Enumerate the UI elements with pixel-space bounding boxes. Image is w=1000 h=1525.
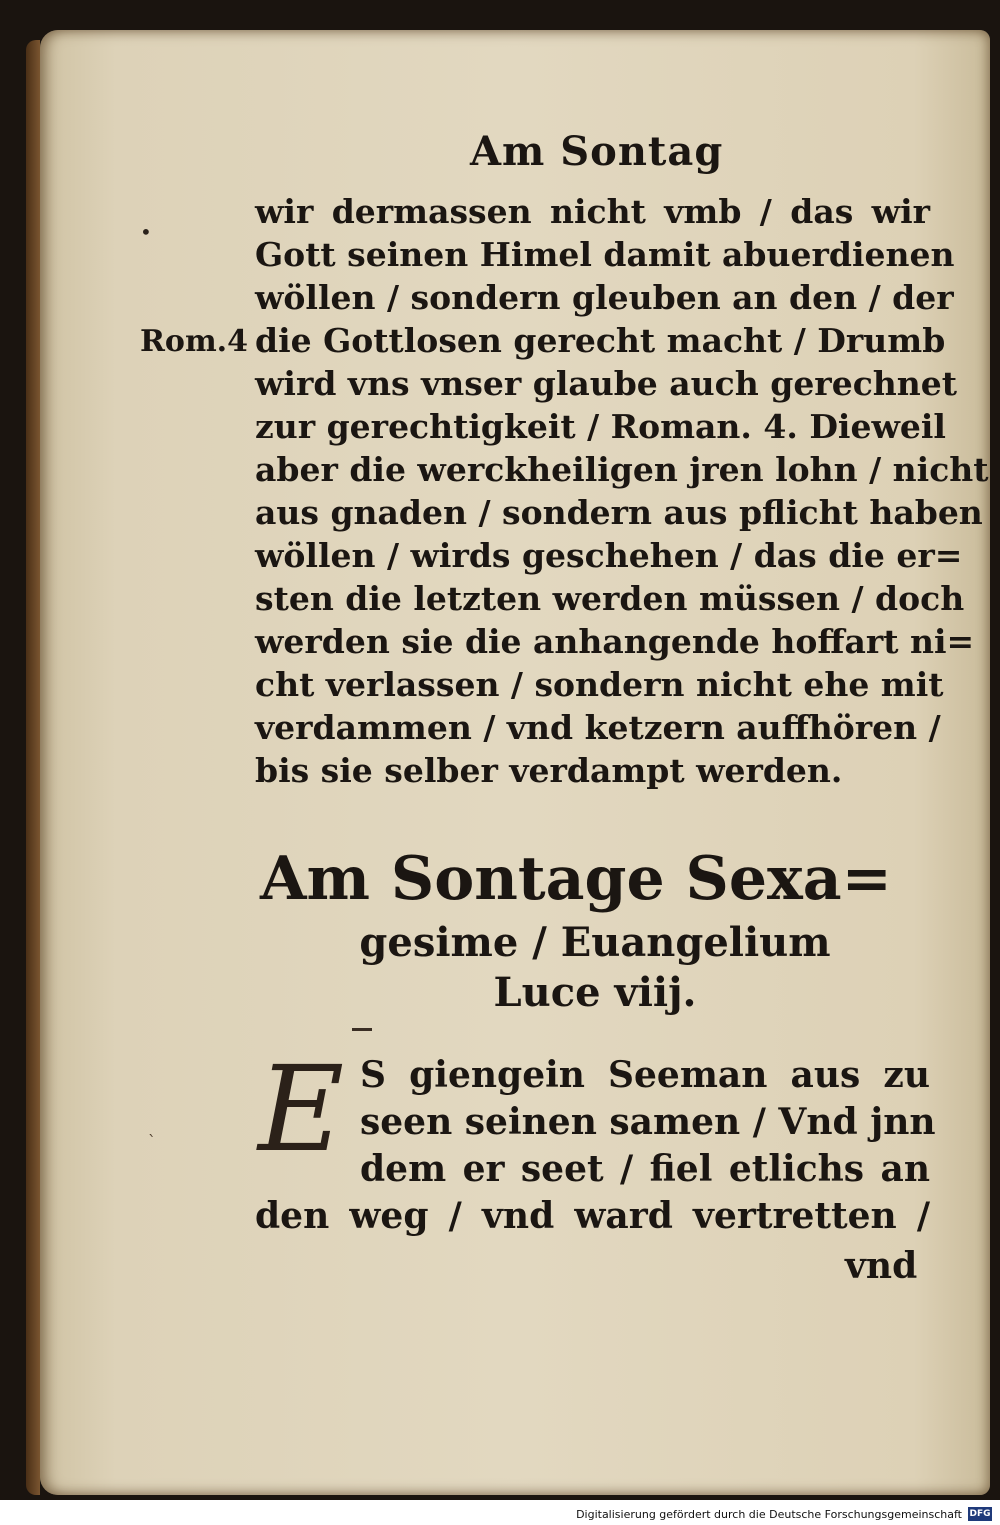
- margin-mark: •: [140, 220, 152, 244]
- heading-line: gesime / Euangelium: [359, 919, 831, 966]
- book-spine-edge: [26, 40, 40, 1495]
- gospel-line: S giengein Seeman aus zu: [360, 1054, 930, 1096]
- body-line: aus gnaden / sondern aus pflicht haben: [255, 493, 983, 532]
- running-head: Am Sontag: [470, 128, 724, 175]
- body-line: sten die letzten werden müssen / doch: [255, 579, 965, 618]
- body-line: die Gottlosen gerecht macht / Drumb: [255, 321, 946, 360]
- section-heading: [255, 840, 935, 1018]
- ornament-dash: [352, 1028, 372, 1031]
- gospel-line: seen seinen samen / Vnd jnn: [360, 1101, 936, 1143]
- digitization-credit: Digitalisierung gefördert durch die Deutsche Forschungsgemeinschaft: [576, 1508, 962, 1521]
- body-line: aber die werckheiligen jren lohn / nicht: [255, 450, 989, 489]
- heading-line: Am Sontage Sexa=: [260, 844, 892, 914]
- body-line: verdammen / vnd ketzern auffhören /: [255, 708, 941, 747]
- body-line: wöllen / sondern gleuben an den / der: [255, 278, 954, 317]
- catchword: vnd: [845, 1245, 918, 1287]
- gospel-line: dem er seet / fiel etlichs an: [360, 1148, 930, 1190]
- marginal-reference: Rom.4: [140, 324, 249, 359]
- dfg-logo: DFG: [969, 1509, 991, 1519]
- body-line: wöllen / wirds geschehen / das die er=: [255, 536, 963, 575]
- body-line: wir dermassen nicht vmb / das wir: [255, 192, 930, 231]
- gospel-text: [255, 1040, 936, 1240]
- body-text: [255, 190, 989, 792]
- body-line: zur gerechtigkeit / Roman. 4. Dieweil: [255, 407, 946, 446]
- body-line: werden sie die anhangende hoffart ni=: [255, 622, 975, 661]
- margin-tick: `: [148, 1132, 156, 1151]
- body-line: wird vns vnser glaube auch gerechnet: [255, 364, 958, 403]
- drop-initial: E: [258, 1040, 345, 1178]
- gospel-line: den weg / vnd ward vertretten /: [255, 1195, 930, 1237]
- body-line: Gott seinen Himel damit abuerdienen: [255, 235, 955, 274]
- heading-line: Luce viij.: [493, 969, 697, 1016]
- body-line: bis sie selber verdampt werden.: [255, 751, 843, 790]
- body-line: cht verlassen / sondern nicht ehe mit: [255, 665, 944, 704]
